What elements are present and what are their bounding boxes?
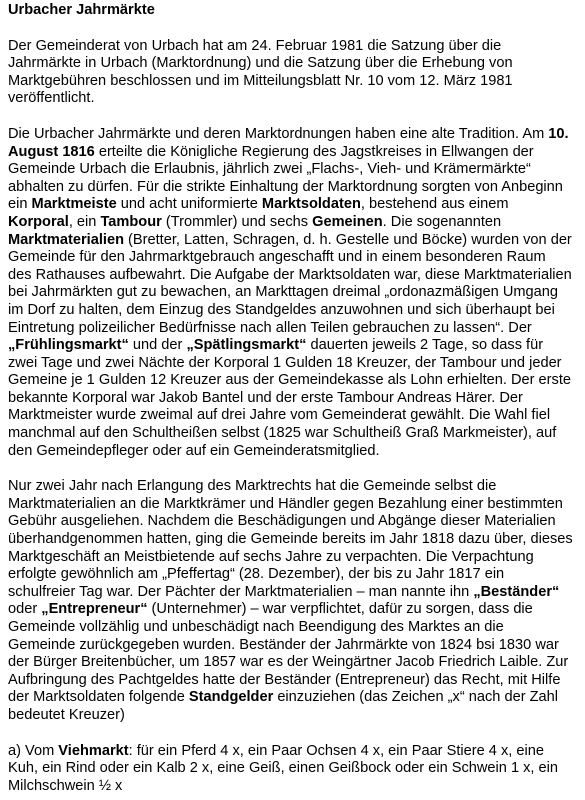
text-run: . Die sogenannten bbox=[382, 213, 502, 230]
bold-date: 10. August 1816 bbox=[8, 125, 569, 160]
paragraph-viehmarkt bbox=[8, 743, 573, 796]
text-run: und der bbox=[128, 337, 187, 354]
text-run: (Trommler) und sechs bbox=[161, 213, 313, 230]
bold-term: Tambour bbox=[100, 213, 162, 230]
text-run: Nur zwei Jahr nach Erlangung des Marktrechts hat die Gemeinde selbst die Marktmaterialien an die Marktkrämer und Händler gegen Bezahlung einer bestimmten Gebühr ausgeliehen. Nachdem die Beschädigungen und Abgänge dieser Materialien überhandgenommen hatten, ging die Gemeinde bereits im Jahr 1818 dazu über, dieses Marktgeschäft an Meistbietende auf sechs Jahre zu verpachten. Die Verpachtung erfolgte gewöhnlich am „Pfeffertag“ (28. Dezember), der bis zu Jahr 1817 ein schulfreier Tag war. Der Pächter der Marktmaterialien – man nannte ihn bbox=[8, 478, 573, 600]
bold-term: „Spätlingsmarkt“ bbox=[186, 337, 307, 354]
text-run: : für ein Pferd 4 x, ein Paar Ochsen 4 x, ein Paar Stiere 4 x, eine Kuh, ein Rind oder ein Kalb 2 x, eine Geiß, einen Geißbock oder ein Schwein 1 x, ein Milchschwein ½ x bbox=[8, 742, 559, 794]
paragraph-intro: Der Gemeinderat von Urbach hat am 24. Februar 1981 die Satzung über die Jahrmärkte in Urbach (Marktordnung) und die Satzung über die Erhebung von Marktgebühren beschlossen und im Mitteilungsblatt Nr. 10 vom 12. März 1981 veröffentlicht. bbox=[8, 37, 513, 107]
bold-term: Gemeinen bbox=[312, 213, 383, 230]
bold-term: Marktsoldaten bbox=[261, 196, 361, 213]
text-run: (Bretter, Latten, Schragen, d. h. Gestelle und Böcke) wurden von der Gemeinde für den Jahrmarktgebrauch angeschafft und in einem besonderen Raum des Rathauses aufbewahrt. Die Aufgabe der Marktsoldaten war, diese Marktmaterialien bei Jahrmärkten gut zu bewachen, an Markttagen dreimal „ordonazmäßigen Umgang im Dorf zu halten, dem Einzug des Standgeldes anzuwohnen und sich überhaupt bei Eintretung polizeilicher Bedürfnisse nach allen Teilen gebrauchen zu lassen“. Der bbox=[8, 231, 572, 336]
text-run: oder bbox=[8, 601, 42, 618]
paragraph-tradition bbox=[8, 126, 573, 460]
document-title: Urbacher Jahrmärkte bbox=[8, 2, 155, 18]
text-run: , bestehend aus einem bbox=[360, 196, 509, 213]
bold-term: Marktmaterialien bbox=[8, 231, 124, 248]
bold-term: Viehmarkt bbox=[58, 742, 129, 759]
paragraph-leasing bbox=[8, 478, 573, 724]
text-run: (Unternehmer) – war verpflichtet, dafür zu sorgen, dass die Gemeinde vollzählig und unbeschädigt nach Beendigung des Marktes an die Gemeinde zurückgegeben wurden. Beständer der Jahrmärkte von 1824 bsi 1830 war der Bürger Breitenbücher, um 1857 war es der Weingärtner Jacob Friedrich Laible. Zur Aufbringung des Pachtgeldes hatte der Beständer (Entrepreneur) das Recht, mit Hilfe der Marktsoldaten folgende bbox=[8, 601, 569, 706]
text-run: dauerten jeweils 2 Tage, so dass für zwei Tage und zwei Nächte der Korporal 1 Gulden 18 Kreuzer, der Tambour und jeder Gemeine je 1 Gulden 12 Kreuzer aus der Gemeindekasse als Lohn erhielten. Der erste bekannte Korporal war Jakob Bantel und der erste Tambour Andreas Härer. Der Marktmeister wurde zweimal auf drei Jahre vom Gemeinderat gewählt. Die Wahl fiel manchmal auf den Schultheißen selbst (1825 war Schultheiß Graß Markmeister), auf den Gemeindepfleger oder auf ein Gemeinderatsmitglied. bbox=[8, 337, 571, 459]
text-run: Die Urbacher Jahrmärkte und deren Marktordnungen haben eine alte Tradition. Am bbox=[8, 125, 549, 142]
text-run: , ein bbox=[68, 213, 101, 230]
text-run: a) Vom bbox=[8, 742, 59, 759]
bold-term: Marktmeiste bbox=[31, 196, 117, 213]
bold-term: „Entrepreneur“ bbox=[41, 601, 148, 618]
text-run: einzuziehen (das Zeichen „x“ nach der Zahl bedeutet Kreuzer) bbox=[8, 689, 558, 723]
bold-term: Korporal bbox=[8, 213, 69, 230]
bold-term: „Beständer“ bbox=[473, 583, 560, 600]
bold-term: „Frühlingsmarkt“ bbox=[8, 337, 129, 354]
text-run: erteilte die Königliche Regierung des Jagstkreises in Ellwangen der Gemeinde Urbach die Erlaubnis, jährlich zwei „Flachs-, Vieh- und Krämermärkte“ abhalten zu dürfen. Für die strikte Einhaltung der Marktordnung sorgten von Anbeginn ein bbox=[8, 143, 563, 213]
text-run: und acht uniformierte bbox=[116, 196, 262, 213]
bold-term: Standgelder bbox=[188, 689, 274, 706]
